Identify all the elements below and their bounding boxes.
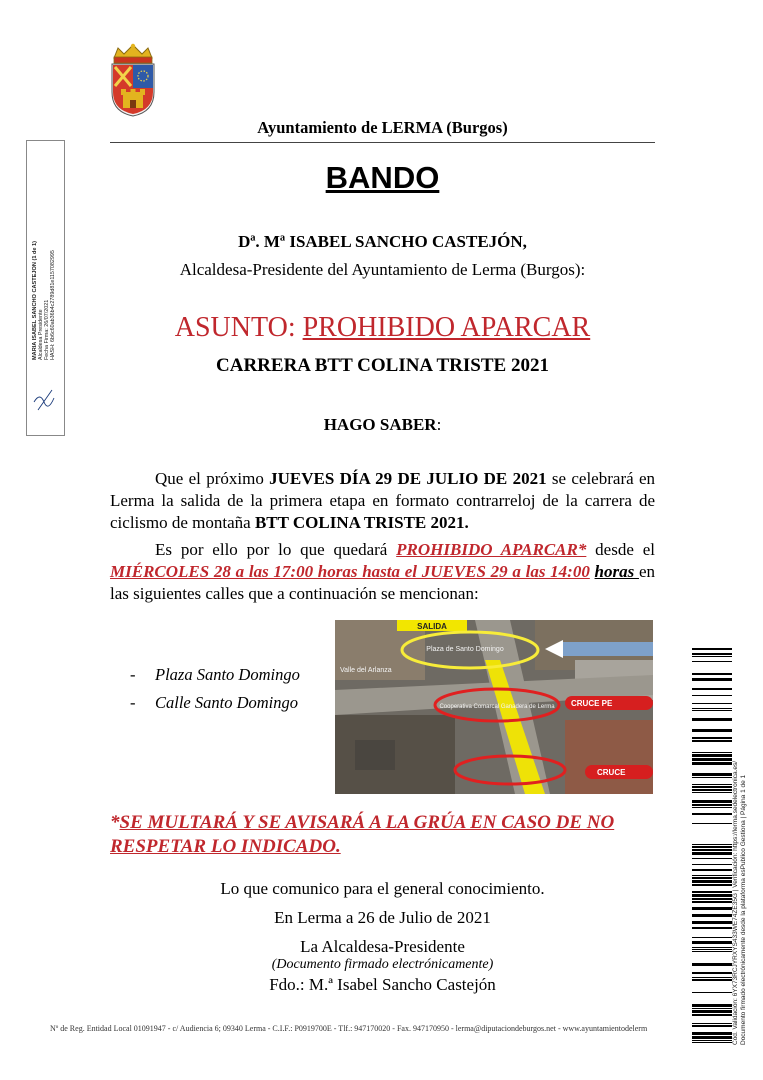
para1-text-2: se celebrará en Lerma la salida de la primera etapa en formato contrarreloj de la carrera de ciclismo de montaña <box>110 469 655 532</box>
barcode-bar <box>692 752 732 753</box>
document-title: BANDO <box>325 160 440 195</box>
barcode-bar <box>692 807 732 808</box>
closing-line-1: Lo que comunico para el general conocimiento. <box>220 879 545 898</box>
map-label-plaza: Plaza de Santo Domingo <box>426 646 504 653</box>
barcode-bar <box>692 1014 732 1016</box>
barcode-bar <box>692 678 732 681</box>
barcode-bar <box>692 921 732 924</box>
barcode-bar <box>692 661 732 662</box>
barcode-bar <box>692 979 732 981</box>
stamp-line-3: Fecha Firma: 26/07/2021 <box>44 299 50 360</box>
barcode-bar <box>692 891 732 893</box>
list-dash: - <box>130 693 136 712</box>
barcode-bar <box>692 737 732 739</box>
map-label-cooperativa: Cooperativa Comarcal Ganadera de Lerma <box>439 704 555 710</box>
hago-saber-colon: : <box>436 415 442 434</box>
para2-text-2: desde el <box>586 540 655 559</box>
barcode-bar <box>692 1008 732 1009</box>
barcode-bar <box>692 864 732 865</box>
list-item <box>130 665 330 693</box>
paragraph-date <box>110 468 655 534</box>
street-list <box>130 665 330 721</box>
map-label-salida: SALIDA <box>417 622 447 631</box>
barcode-bar <box>692 673 732 675</box>
event-name: CARRERA BTT COLINA TRISTE 2021 <box>216 355 549 376</box>
barcode-bar <box>692 784 732 785</box>
barcode-bar <box>692 927 732 929</box>
barcode-bar <box>692 972 732 974</box>
stamp-line-2: Alcaldesa Presidente <box>38 309 44 360</box>
subject-heading <box>110 312 655 344</box>
barcode-bar <box>692 695 732 696</box>
validation-line-2: Documento firmado electrónicamente desde la plataforma esPublico Gestiona | Página 1 de 1 <box>740 774 747 1045</box>
barcode-bar <box>692 710 732 711</box>
validation-text <box>730 700 750 1045</box>
signature-line: Fdo.: M.ª Isabel Sancho Castejón <box>269 975 496 994</box>
barcode-bar <box>692 894 732 897</box>
barcode-bar <box>692 849 732 851</box>
organization-name: Ayuntamiento de LERMA (Burgos) <box>257 118 508 137</box>
barcode-bar <box>692 977 732 978</box>
barcode-bar <box>692 947 732 948</box>
footer-contact: Nº de Reg. Entidad Local 01091947 - c/ Audiencia 6; 09340 Lerma - C.I.F.: P0919700E - Tlf.: 947170020 - Fax. 947170950 - lerma@diputaciondeburgos.net - www.ayuntamientodelerm <box>50 1024 648 1033</box>
barcode-bar <box>692 708 732 709</box>
validation-line-1: Cód. Validación: 6YX73RCJYRXYS433WE74ZE35G | Verificación: https://lerma.sedelectronica.es/ <box>732 760 739 1045</box>
barcode-bar <box>692 901 732 903</box>
para2-text-1: Es por ello por lo que quedará <box>155 540 397 559</box>
barcode-bar <box>692 789 732 791</box>
paragraph-prohibition <box>110 539 655 605</box>
barcode-bar <box>692 1042 732 1043</box>
fine-warning <box>110 811 655 859</box>
barcode-bar <box>692 1040 732 1041</box>
stamp-line-4: HASH: 6b6c60ab36b4c2789d81e1157082995 <box>50 250 56 360</box>
signed-electronically-note: (Documento firmado electrónicamente) <box>271 957 494 972</box>
barcode-bar <box>692 740 732 742</box>
closing-date: En Lerma a 26 de Julio de 2021 <box>274 908 491 927</box>
map-label-cruce-1: CRUCE PE <box>571 699 613 708</box>
barcode-bar <box>692 777 732 778</box>
barcode-bar <box>692 963 732 966</box>
handwritten-signature-icon <box>34 390 54 410</box>
barcode-bar <box>692 907 732 910</box>
barcode-bar <box>692 773 732 776</box>
subject-text: PROHIBIDO APARCAR <box>302 312 591 343</box>
barcode-bar <box>692 688 732 690</box>
barcode-bar <box>692 884 732 886</box>
list-item <box>130 693 330 721</box>
barcode-bar <box>692 852 732 855</box>
barcode-bar <box>692 1004 732 1007</box>
barcode-bar <box>692 869 732 871</box>
barcode-bar <box>692 941 732 944</box>
barcode-bar <box>692 844 732 845</box>
subject-prefix: ASUNTO: <box>174 312 303 343</box>
barcode-bar <box>692 754 732 757</box>
signer-name: Dª. Mª ISABEL SANCHO CASTEJÓN, <box>238 232 527 251</box>
barcode-bar <box>692 951 732 952</box>
para1-event: BTT COLINA TRISTE 2021. <box>254 513 469 532</box>
signature-stamp <box>26 140 63 434</box>
para2-text-3: en las siguientes calles que a continuación se mencionan: <box>110 562 655 603</box>
street-name: Plaza Santo Domingo <box>155 665 300 684</box>
barcode-bar <box>692 653 732 655</box>
hago-saber-text: HAGO SABER <box>323 415 437 434</box>
barcode-bar <box>692 937 732 938</box>
barcode-bar <box>692 875 732 876</box>
warning-line-1: SE MULTARÁ Y SE AVISARÁ A LA GRÚA EN CASO DE NO <box>119 812 615 833</box>
barcode-bar <box>692 823 732 824</box>
barcode-bar <box>692 914 732 917</box>
map-label-cruce-2: CRUCE <box>597 768 626 777</box>
hago-saber-heading <box>110 415 655 435</box>
list-dash: - <box>130 665 136 684</box>
barcode-bar <box>692 846 732 848</box>
street-name: Calle Santo Domingo <box>155 693 298 712</box>
barcode-bar <box>692 648 732 650</box>
barcode-bar <box>692 786 732 788</box>
warning-line-2: RESPETAR LO INDICADO. <box>110 836 341 857</box>
stamp-line-1: MARIA ISABEL SANCHO CASTEJON (1 de 1) <box>32 240 38 360</box>
barcode-bar <box>692 762 732 765</box>
para1-date: JUEVES DÍA 29 DE JULIO DE 2021 <box>269 469 547 488</box>
para1-text-1: Que el próximo <box>155 469 270 488</box>
signer-role: La Alcaldesa-Presidente <box>300 937 465 956</box>
warning-star: * <box>110 812 120 833</box>
barcode-bar <box>692 877 732 879</box>
barcode-bar <box>692 703 732 704</box>
barcode-bar <box>692 718 732 721</box>
barcode-bar <box>692 858 732 859</box>
barcode-bar <box>692 758 732 761</box>
para2-time-range: MIÉRCOLES 28 a las 17:00 horas hasta el JUEVES 29 a las 14:00 <box>110 562 590 581</box>
para2-horas: horas <box>594 562 639 581</box>
barcode-bar <box>692 880 732 883</box>
barcode-bar <box>692 729 732 732</box>
barcode-bar <box>692 898 732 900</box>
barcode-bar <box>692 813 732 815</box>
map-label-valle: Valle del Arlanza <box>340 667 392 674</box>
barcode-bar <box>692 1036 732 1039</box>
barcode-bar <box>692 992 732 993</box>
barcode-bar <box>692 792 732 793</box>
coat-of-arms-logo <box>108 42 158 118</box>
header-divider <box>110 142 655 143</box>
validation-barcode <box>692 648 732 1044</box>
barcode-bar <box>692 804 732 806</box>
signer-position: Alcaldesa-Presidente del Ayuntamiento de Lerma (Burgos): <box>179 260 586 279</box>
para2-prohibited: PROHIBIDO APARCAR* <box>396 540 587 559</box>
barcode-bar <box>692 1010 732 1013</box>
barcode-bar <box>692 800 732 803</box>
barcode-bar <box>692 949 732 950</box>
barcode-bar <box>692 656 732 657</box>
route-map-image <box>335 620 653 794</box>
